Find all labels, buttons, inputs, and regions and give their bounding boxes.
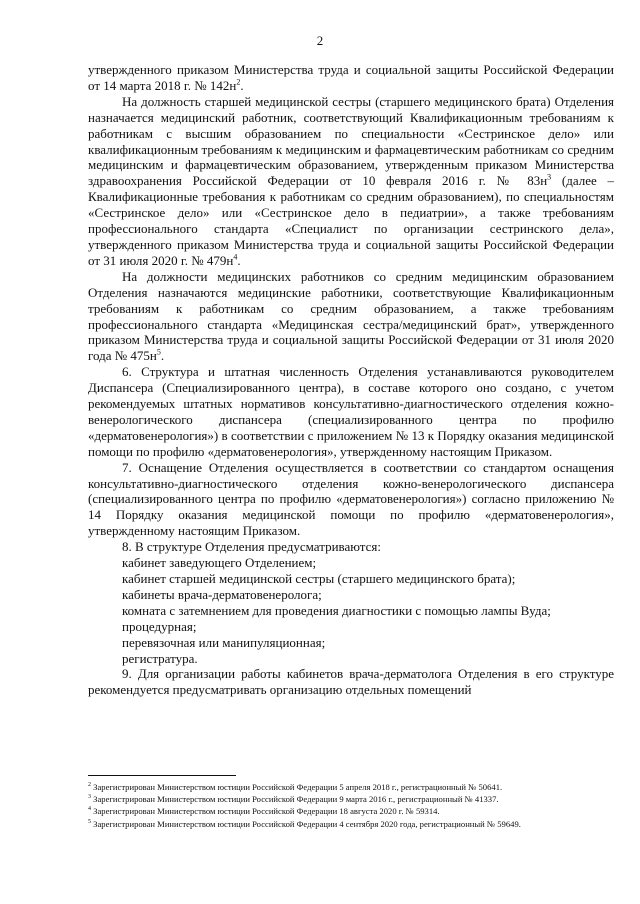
paragraph-text-tail: . [237, 252, 241, 268]
structure-list-item: кабинеты врача-дерматовенеролога; [122, 586, 322, 602]
structure-list-item: перевязочная или манипуляционная; [122, 634, 326, 650]
footnote [88, 793, 614, 805]
paragraph-text: утвержденного приказом Министерства труда и социальной защиты Российской Федерации от 14 марта 2018 г. № 142н [88, 62, 614, 93]
paragraph-text: На должности медицинских работников со средним медицинским образованием Отделения назначаются медицинские работники, соответствующие Квалификационным требованиям к работникам со средним образованием, а также требованиям профессионального стандарта «Медицинская сестра/медицинский брат», утвержденного приказом Министерства труда и социальной защиты Российской Федерации от 31 июля 2020 года № 475н [88, 268, 614, 364]
paragraph-senior-nurse [88, 94, 614, 269]
structure-list-item: кабинет старшей медицинской сестры (старшего медицинского брата); [122, 571, 516, 586]
footnote-mark: 3 [88, 794, 91, 801]
footnote [88, 818, 614, 830]
structure-list-item: процедурная; [122, 618, 197, 634]
footnote-text: Зарегистрирован Министерством юстиции Российской Федерации 5 апреля 2018 г., регистрационный № 50641. [91, 782, 503, 792]
structure-list-item: кабинет заведующего Отделением; [122, 555, 317, 571]
page-number: 2 [316, 33, 324, 48]
footnote-text: Зарегистрирован Министерством юстиции Российской Федерации 4 сентября 2020 года, регистрационный № 59649. [91, 818, 521, 829]
paragraph-item-6: 6. Структура и штатная численность Отделения устанавливаются руководителем Диспансера (Специализированного центра), в составе которого оно создано, с учетом рекомендуемых штатных нормативов консультативно-диагностического отделения кожно-венерологического диспансера (специализированного центра по профилю «дерматовенерология») в соответствии с приложением № 13 к Порядку оказания медицинской помощи по профилю «дерматовенерология», утвержденному настоящим Приказом. [88, 364, 614, 459]
footnote [88, 781, 614, 793]
footnotes [88, 781, 614, 830]
paragraph-text-middle: (далее – Квалификационные требования к работникам со средним образованием), по специальностям «Сестринское дело» или «Сестринское дело в педиатрии», а также требованиям профессионального стандарта «Специалист по организации сестринского дела», утвержденного приказом Министерства труда и социальной защиты Российской Федерации от 31 июля 2020 г. № 479н [88, 173, 615, 268]
paragraph-continuation [88, 62, 614, 94]
structure-list-item: регистратура. [122, 650, 198, 666]
footnote-ref: 5 [156, 347, 161, 357]
footnote-text: Зарегистрирован Министерством юстиции Российской Федерации 9 марта 2016 г., регистрационный № 41337. [91, 794, 499, 805]
paragraph-nursing-staff [88, 269, 614, 364]
paragraph-text: На должность старшей медицинской сестры (старшего медицинского брата) Отделения назначается медицинский работник, соответствующий Квалификационным требованиям к работникам с высшим образованием по специальности «Сестринское дело» или квалификационным требованиям к медицинским и фармацевтическим работникам со средним медицинским и фармацевтическим образованием, утвержденным приказом Министерства здравоохранения Российской Федерации от 10 февраля 2016 г. № 83н [88, 93, 614, 189]
paragraph-item-8: 8. В структуре Отделения предусматриваются: [122, 539, 382, 555]
paragraph-item-7: 7. Оснащение Отделения осуществляется в соответствии со стандартом оснащения консультативно-диагностического отделения кожно-венерологического диспансера (специализированного центра по профилю «дерматовенерология») согласно приложению № 14 Порядку оказания медицинской помощи по профилю «дерматовенерология», утвержденному настоящим Приказом. [88, 459, 614, 539]
paragraph-item-9: 9. Для организации работы кабинетов врача-дерматолога Отделения в его структуре рекомендуется предусматривать организацию отдельных помещений [88, 666, 614, 698]
document-body [88, 62, 614, 698]
footnote-text: Зарегистрирован Министерством юстиции Российской Федерации 18 августа 2020 г. № 59314. [91, 806, 440, 817]
footnote-ref: 2 [236, 77, 241, 87]
paragraph-text-tail: . [240, 77, 244, 93]
structure-list-item: комната с затемнением для проведения диагностики с помощью лампы Вуда; [122, 602, 551, 618]
footnote-mark: 2 [88, 782, 91, 789]
footnote-ref: 3 [547, 173, 552, 183]
paragraph-text-tail: . [160, 348, 165, 364]
footnote-mark: 5 [88, 818, 91, 825]
footnote-mark: 4 [88, 806, 91, 813]
footnote [88, 805, 614, 817]
footnote-ref: 4 [233, 252, 238, 262]
footnote-divider [88, 775, 236, 776]
